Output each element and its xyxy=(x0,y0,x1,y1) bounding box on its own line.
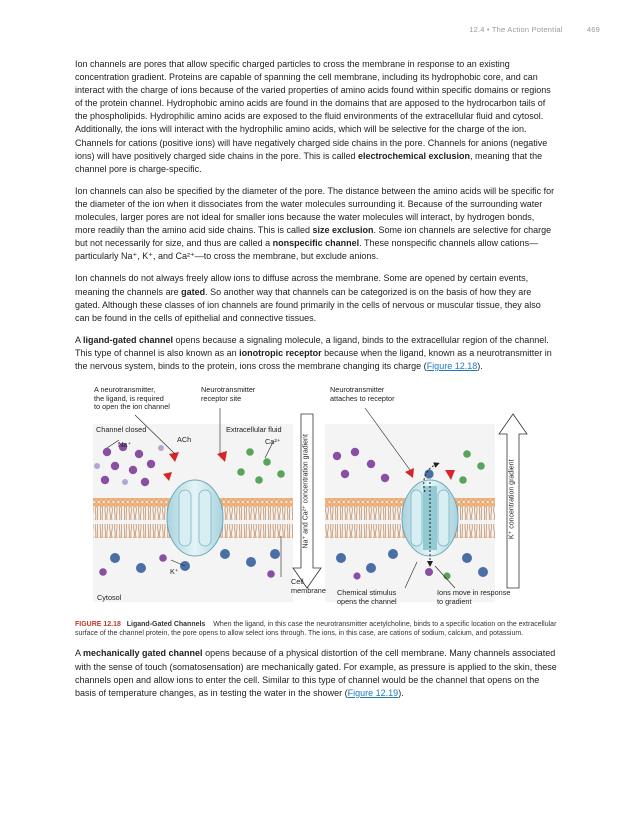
term-gated: gated xyxy=(181,286,206,297)
figure-caption-text: When the ligand, in this case the neurotransmitter acetylcholine, binds to a specific location on the extracellular surface of the channel protein, the pore opens to allow select ions through. The ions, in this case, are cations of sodium, calcium, and potassium. xyxy=(75,621,557,638)
term-mechanically-gated-channel: mechanically gated channel xyxy=(83,648,203,659)
term-ionotropic-receptor: ionotropic receptor xyxy=(239,347,322,358)
figure-caption xyxy=(75,620,557,638)
label-ions-move: Ions move in response to gradient xyxy=(437,588,511,606)
k-ions-moving xyxy=(424,469,433,478)
paragraph-5: A mechanically gated channel opens because of a physical distortion of the cell membrane. Many channels associated with the sense of touch (somatosensation) are mechanically gated. For example, as pressure is applied to the skin, these channels open and allow ions to enter the cell. Similar to this type of channel would be the channel that opens on the basis of temperature changes, as in testing the water in the shower (Figure 12.19). xyxy=(75,648,557,698)
figure-ligand-gated-channels xyxy=(75,382,557,614)
label-extracellular-fluid: Extracellular fluid xyxy=(226,425,282,435)
label-cell-membrane: Cell membrane xyxy=(291,577,326,595)
paragraph-1: Ion channels are pores that allow specific charged particles to cross the membrane in response to an existing concentration gradient. Proteins are capable of spanning the cell membrane, including its hydrophobic core, and can interact with the charge of ions because of the varied properties of amino acids found within specific domains or regions of the protein channel. Hydrophobic amino acids are found in the domains that are apposed to the hydrocarbon tails of the phospholipids. Hydrophilic amino acids are exposed to the fluid environments of the extracellular fluid and cytosol. Additionally, the ions will interact with the hydrophilic amino acids, which will be selective for the charge of the ion. Channels for cations (positive ions) will have negatively charged side chains in the pore. Channels for anions (negative ions) will have positively charged side chains in the pore. This is called electrochemical exclusion, meaning that the channel pore is charge-specific. xyxy=(75,59,551,174)
section-title: 12.4 • The Action Potential xyxy=(469,25,563,34)
label-cytosol: Cytosol xyxy=(97,593,122,603)
label-channel-closed: Channel closed xyxy=(96,425,147,435)
figure-number: FIGURE 12.18 xyxy=(75,621,121,629)
page-number: 469 xyxy=(586,25,600,34)
paragraph-3: Ion channels do not always freely allow ions to diffuse across the membrane. Some are opened by certain events, meaning the channels are gated. So another way that channels can be categorized is on the basis of how they are gated. Although these classes of ion channels are found primarily in the cells of nervous or muscular tissue, they also can be found in the cells of epithelial and connective tissues. xyxy=(75,273,541,323)
label-k-gradient: K⁺ concentration gradient xyxy=(508,459,516,540)
term-size-exclusion: size exclusion xyxy=(312,225,374,236)
label-receptor-site: Neurotransmitter receptor site xyxy=(201,385,256,403)
paragraph-2: Ion channels can also be specified by the diameter of the pore. The distance between the amino acids will be specific for the diameter of the ion when it dissociates from the water molecules surrounding it. Because of the surrounding water molecules, larger pores are not ideal for smaller ions because the water molecules will interact, by hydrogen bonds, more readily than the amino acid side chains. This is called size exclusion. Some ion channels are selective for charge but not necessarily for size, and thus are called a nonspecific channel. These nonspecific channels allow cations—particularly Na⁺, K⁺, and Ca²⁺—to cross the membrane, but exclude anions. xyxy=(75,185,555,262)
figure-title: Ligand-Gated Channels xyxy=(126,621,206,629)
term-nonspecific-channel: nonspecific channel xyxy=(272,238,360,249)
label-ach: ACh xyxy=(177,435,192,445)
main-content xyxy=(75,58,557,709)
label-neurotransmitter-ligand: A neurotransmitter, the ligand, is required to open the ion channel xyxy=(94,385,170,412)
label-na-ca-gradient: Na⁺ and Ca²⁺ concentration gradient xyxy=(302,434,310,549)
ion-channel-closed xyxy=(167,480,223,556)
label-na-ion: Na⁺ xyxy=(118,440,132,450)
label-neurotransmitter-attaches: Neurotransmitter attaches to receptor xyxy=(330,385,395,403)
label-k-ion: K⁺ xyxy=(170,567,179,577)
paragraph-4: A ligand-gated channel opens because a signaling molecule, a ligand, binds to the extracellular region of the channel. This type of channel is also known as an ionotropic receptor because when the ligand, known as a neurotransmitter in the nervous system, binds to the protein, ions cross the membrane changing its charge (Figure 12.18). xyxy=(75,334,552,371)
running-header xyxy=(469,25,600,34)
figure-12-18-link[interactable]: Figure 12.18 xyxy=(426,360,478,371)
label-ca-ion: Ca²⁺ xyxy=(265,437,281,447)
term-ligand-gated-channel: ligand-gated channel xyxy=(83,334,174,345)
figure-12-19-link[interactable]: Figure 12.19 xyxy=(347,687,399,698)
term-electrochemical-exclusion: electrochemical exclusion xyxy=(357,150,471,161)
label-chemical-stimulus: Chemical stimulus opens the channel xyxy=(337,588,397,606)
